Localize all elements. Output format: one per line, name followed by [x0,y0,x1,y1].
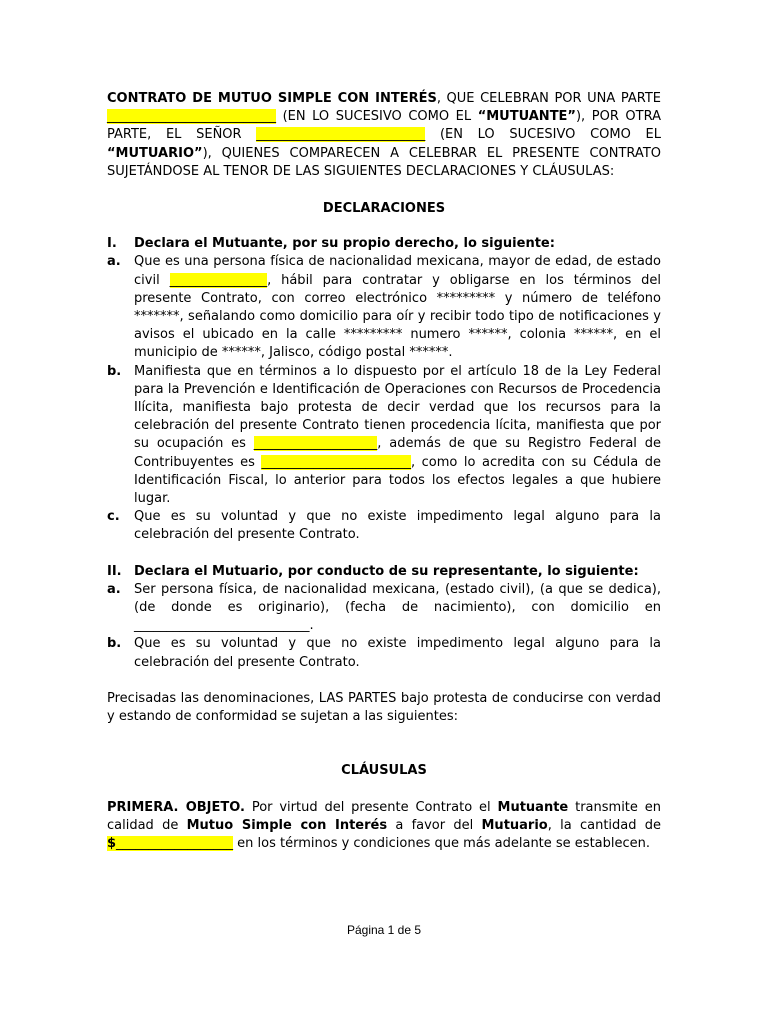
spacer [107,672,661,690]
clausulas-heading: CLÁUSULAS [341,763,427,779]
section-i-marker: I. [107,236,117,252]
section-ii-marker: II. [107,563,122,579]
estado-civil-blank: _______________ [169,272,268,288]
ocupacion-blank: ___________________ [253,436,378,452]
spacer [107,726,661,762]
rfc-blank: _______________________ [261,454,411,470]
item-marker: c. [107,509,120,525]
precisadas-paragraph: Precisadas las denominaciones, LAS PARTES bajo protesta de conducirse con verdad y estando de conformidad se sujetan a las siguientes: [107,690,661,725]
spacer [107,545,661,563]
section-ii-heading: II. Declara el Mutuario, por conducto de su representante, lo siguiente: [107,563,661,581]
item-marker: b. [107,363,122,379]
clausula-primera-label: PRIMERA. OBJETO. [107,799,245,815]
document-body [107,90,661,853]
item-marker: a. [107,254,121,270]
section-ii-item-b: b. Que es su voluntad y que no existe impedimento legal alguno para la celebración del presente Contrato. [107,636,661,670]
item-marker: a. [107,581,121,597]
section-ii-item-a: a. Ser persona física, de nacionalidad mexicana, (estado civil), (a que se dedica), (de donde es originario), (fecha de nacimiento), con domicilio en ___________________________. [107,581,661,634]
mutuario-name-blank: __________________________ [256,127,426,143]
section-i-item-b: b. Manifiesta que en términos a lo dispuesto por el artículo 18 de la Ley Federal para la Prevención e Identificación de Operaciones con Recursos de Procedencia Ilícita, manifiesta bajo protesta de decir verdad que los recursos para la celebración del presente Contrato tienen procedencia lícita, manifiesta que por su ocupación es ___________________, además de que su Registro Federal de Contribuyentes es _______________________, como lo acredita con su Cédula de Identificación Fiscal, lo anterior para todos los efectos legales a que hubiere lugar. [107,363,661,507]
clausula-primera: PRIMERA. OBJETO. Por virtud del presente Contrato el Mutuante transmite en calidad de Mutuo Simple con Interés a favor del Mutuario, la cantidad de $__________________ en los términos y condiciones que más adelante se establecen. [107,799,662,851]
cantidad-blank: $__________________ [107,835,234,851]
item-marker: b. [107,636,122,652]
section-i-item-c: c. Que es su voluntad y que no existe impedimento legal alguno para la celebración del presente Contrato. [107,509,661,543]
mutuante-term: “MUTUANTE” [477,109,576,125]
contract-intro-paragraph: CONTRATO DE MUTUO SIMPLE CON INTERÉS, QUE CELEBRAN POR UNA PARTE __________________________ (EN LO SUCESIVO COMO EL “MUTUANTE”), POR OTRA PARTE, EL SEÑOR __________________________ (EN LO SUCESIVO COMO EL “MUTUARIO”), QUIENES COMPARECEN A CELEBRAR EL PRESENTE CONTRATO SUJETÁNDOSE AL TENOR DE LAS SIGUIENTES DECLARACIONES Y CLÁUSULAS: [107,91,661,179]
contract-title: CONTRATO DE MUTUO SIMPLE CON INTERÉS [107,91,437,106]
section-i-heading: I. Declara el Mutuante, por su propio derecho, lo siguiente: [107,235,661,253]
mutuario-term: “MUTUARIO” [107,145,203,161]
page-number-footer: Página 1 de 5 [346,923,422,937]
mutuante-name-blank: __________________________ [107,109,276,125]
section-i-item-a: a. Que es una persona física de nacionalidad mexicana, mayor de edad, de estado civil _______________, hábil para contratar y obligarse en los términos del presente Contrato, con correo electrónico ********* y número de teléfono *******, señalando como domicilio para oír y recibir todo tipo de notificaciones y avisos el ubicado en la calle ********* numero ******, colonia ******, en el municipio de ******, Jalisco, código postal ******. [107,254,661,361]
spacer [107,781,661,799]
declaraciones-heading: DECLARACIONES [322,201,446,217]
